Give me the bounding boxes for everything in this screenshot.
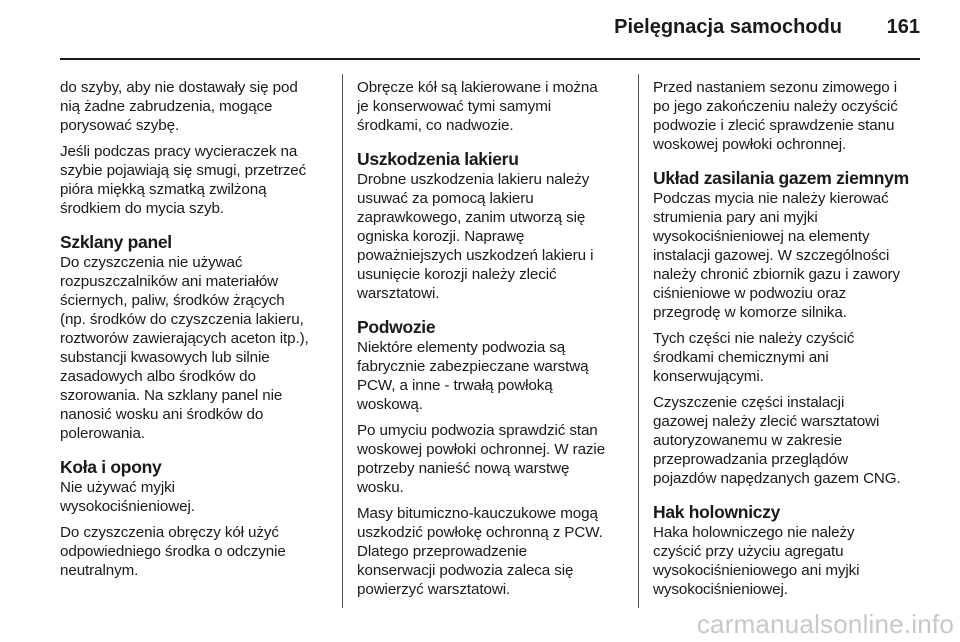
section-heading: Szklany panel <box>60 232 172 252</box>
page-title: Pielęgnacja samochodu <box>614 16 842 38</box>
watermark: carmanualsonline.info <box>696 609 954 639</box>
paragraph: Podczas mycia nie należy kierować strumienia pary ani myjki wysokociśnieniowej na elementy instalacji gazowej. W szczególności należy chronić zbiornik gazu i zawory ciśnieniowe w podwoziu oraz przegrodę w komorze silnika. <box>653 190 901 321</box>
paragraph: Po umyciu podwozia sprawdzić stan woskowej powłoki ochronnej. W razie potrzeby nanieść nową warstwę wosku. <box>357 422 606 496</box>
paragraph: Czyszczenie części instalacji gazowej należy zlecić warsztatowi autoryzowanemu w zakresie przeprowadzania przeglądów pojazdów napędzanych gazem CNG. <box>653 394 901 487</box>
header-rule <box>60 58 920 60</box>
text-column-2 <box>357 78 635 606</box>
text-column-3 <box>653 78 933 606</box>
paragraph: Drobne uszkodzenia lakieru należy usuwać za pomocą lakieru zaprawkowego, zanim utworzą się ogniska korozji. Naprawę poważniejszych uszkodzeń lakieru i usunięcie korozji należy zlecić warsztatowi. <box>357 171 594 302</box>
paragraph: Jeśli podczas pracy wycieraczek na szybie pojawiają się smugi, przetrzeć pióra miękką szmatką zwilżoną środkiem do mycia szyb. <box>60 143 307 217</box>
section-heading: Hak holowniczy <box>653 502 781 522</box>
section-heading: Układ zasilania gazem ziemnym <box>653 168 909 188</box>
paragraph: Haka holowniczego nie należy czyścić przy użyciu agregatu wysokociśnieniowego ani myjki wysokociśnieniowej. <box>653 524 860 598</box>
paragraph: Masy bitumiczno-kauczukowe mogą uszkodzić powłokę ochronną z PCW. Dlatego przeprowadzenie konserwacji podwozia zaleca się powierzyć warsztatowi. <box>357 505 603 598</box>
paragraph: Tych części nie należy czyścić środkami chemicznymi ani konserwującymi. <box>653 330 855 385</box>
column-divider <box>342 74 343 608</box>
text-column-1 <box>60 78 338 587</box>
paragraph: Nie używać myjki wysokociśnieniowej. <box>60 479 195 515</box>
paragraph: do szyby, aby nie dostawały się pod nią żadne zabrudzenia, mogące porysować szybę. <box>60 79 298 134</box>
paragraph: Niektóre elementy podwozia są fabrycznie zabezpieczane warstwą PCW, a inne - trwałą powłoką woskową. <box>357 339 589 413</box>
paragraph: Do czyszczenia obręczy kół użyć odpowiedniego środka o odczynie neutralnym. <box>60 524 286 579</box>
paragraph: Do czyszczenia nie używać rozpuszczalników ani materiałów ściernych, paliw, środków żrących (np. środków do czyszczenia lakieru, roztworów zawierających aceton itp.), substancji kwasowych lub silnie zasadowych albo środków do szorowania. Na szklany panel nie nanosić wosku ani środków do polerowania. <box>60 254 309 442</box>
paragraph: Przed nastaniem sezonu zimowego i po jego zakończeniu należy oczyścić podwozie i zlecić sprawdzenie stanu woskowej powłoki ochronnej. <box>653 79 898 153</box>
page-number: 161 <box>886 16 920 38</box>
paragraph: Obręcze kół są lakierowane i można je konserwować tymi samymi środkami, co nadwozie. <box>357 79 598 134</box>
section-heading: Koła i opony <box>60 457 162 477</box>
section-heading: Podwozie <box>357 317 436 337</box>
page-header <box>0 0 960 62</box>
section-heading: Uszkodzenia lakieru <box>357 149 519 169</box>
column-divider <box>638 74 639 608</box>
